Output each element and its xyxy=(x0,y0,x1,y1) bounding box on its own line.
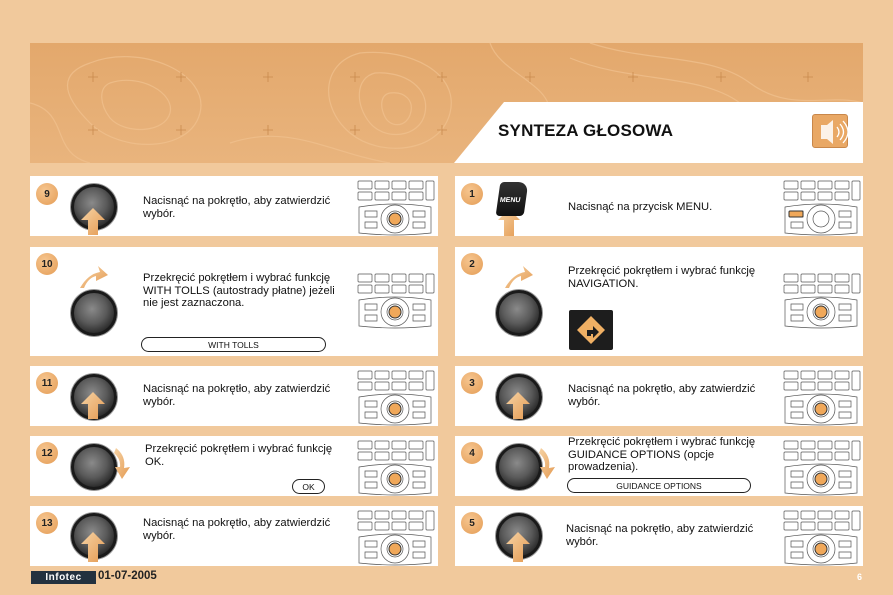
infotec-logo: Infotec xyxy=(31,571,96,584)
step-number: 3 xyxy=(461,372,483,394)
step-instruction: Nacisnąć na pokrętło, aby zatwierdzić wybór. xyxy=(566,523,754,548)
step-number: 9 xyxy=(36,183,58,205)
step-number: 4 xyxy=(461,442,483,464)
step-instruction: Nacisnąć na pokrętło, aby zatwierdzić wybór. xyxy=(143,383,331,408)
step-number: 13 xyxy=(36,512,58,534)
step-instruction: Nacisnąć na przycisk MENU. xyxy=(568,201,713,213)
menu-button-label: MENU xyxy=(499,197,521,204)
step-instruction: Nacisnąć na pokrętło, aby zatwierdzić wybór. xyxy=(143,195,331,220)
menu-option-ok: OK xyxy=(292,479,325,494)
step-instruction: Przekręcić pokrętłem i wybrać funkcję WITH TOLLS (autostrady płatne) jeżeli nie jest zaznaczona. xyxy=(143,272,335,309)
step-instruction: Nacisnąć na pokrętło, aby zatwierdzić wybór. xyxy=(143,517,331,542)
step-number: 10 xyxy=(36,253,58,275)
step-number: 1 xyxy=(461,183,483,205)
menu-option-with-tolls: WITH TOLLS xyxy=(141,337,326,352)
step-number: 12 xyxy=(36,442,58,464)
step-instruction: Przekręcić pokrętłem i wybrać funkcję GUIDANCE OPTIONS (opcje prowadzenia). xyxy=(568,436,756,473)
step-instruction: Przekręcić pokrętłem i wybrać funkcję OK. xyxy=(145,443,333,468)
page-title: SYNTEZA GŁOSOWA xyxy=(498,121,674,140)
page-number: 6 xyxy=(857,572,863,582)
step-number: 2 xyxy=(461,253,483,275)
step-number: 11 xyxy=(36,372,58,394)
step-number: 5 xyxy=(461,512,483,534)
menu-option-guidance-options: GUIDANCE OPTIONS xyxy=(567,478,751,493)
step-instruction: Przekręcić pokrętłem i wybrać funkcję NAVIGATION. xyxy=(568,265,756,290)
step-instruction: Nacisnąć na pokrętło, aby zatwierdzić wybór. xyxy=(568,383,756,408)
footer-date: 01-07-2005 xyxy=(98,570,157,582)
